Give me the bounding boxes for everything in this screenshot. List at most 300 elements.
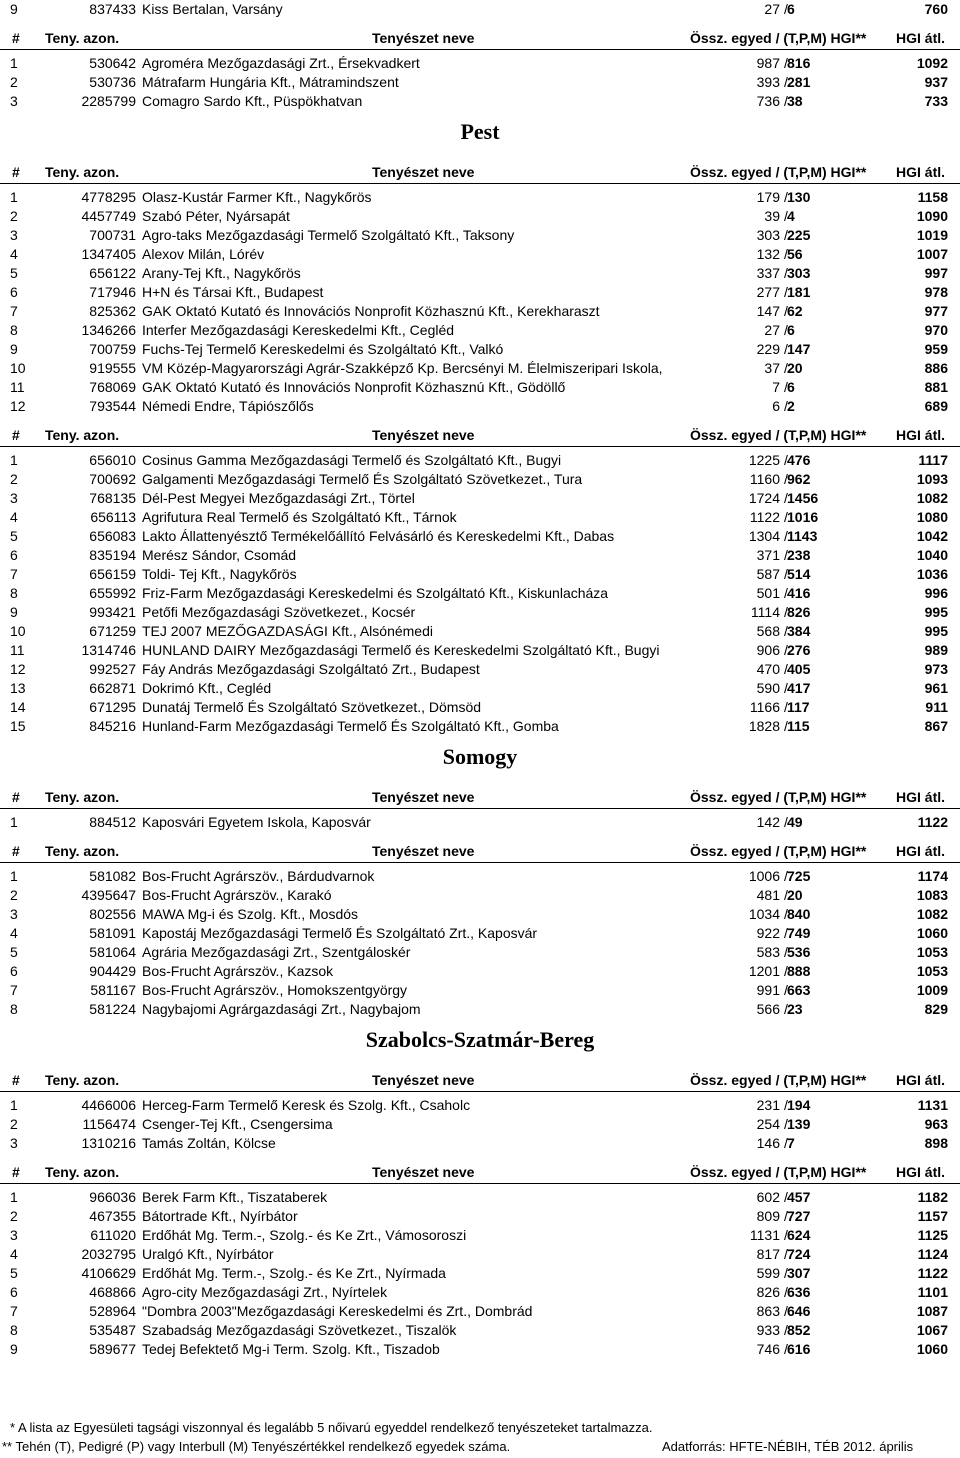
table-row [0, 302, 960, 321]
hgi-average: 760 [924, 1, 948, 17]
header-average: HGI átl. [896, 30, 946, 46]
total-animals: 1114 [750, 604, 780, 620]
herd-name: Agrifutura Real Termelő és Szolgáltató Kft., Tárnok [142, 509, 457, 525]
hgi-average: 1092 [916, 55, 948, 71]
separator: / [784, 74, 788, 90]
table-row [0, 340, 960, 359]
total-animals: 337 [756, 265, 780, 281]
separator: / [784, 623, 788, 639]
hgi-average: 911 [925, 699, 948, 715]
row-number: 4 [10, 1246, 18, 1262]
row-number: 7 [10, 303, 18, 319]
hgi-count: 1456 [787, 490, 819, 506]
separator: / [784, 887, 788, 903]
row-number: 8 [10, 322, 18, 338]
header-number: # [12, 1072, 20, 1088]
header-number: # [12, 789, 20, 805]
hgi-count: 115 [787, 718, 810, 734]
herd-name: Interfer Mezőgazdasági Kereskedelmi Kft., Cegléd [142, 322, 455, 338]
separator: / [784, 642, 788, 658]
header-herd-name: Tenyészet neve [372, 164, 475, 180]
header-animals: Össz. egyed / (T,P,M) HGI** [690, 164, 867, 180]
separator: / [784, 490, 788, 506]
hgi-average: 1182 [917, 1189, 948, 1205]
table-row [0, 943, 960, 962]
table-row [0, 226, 960, 245]
separator: / [784, 585, 788, 601]
row-number: 6 [10, 284, 18, 300]
herd-name: Kiss Bertalan, Varsány [142, 1, 283, 17]
total-animals: 501 [756, 585, 780, 601]
herd-id: 793544 [89, 398, 136, 414]
hgi-average: 1009 [916, 982, 948, 998]
herd-name: Bos-Frucht Agrárszöv., Kazsok [142, 963, 334, 979]
total-animals: 179 [756, 189, 780, 205]
hgi-count: 130 [787, 189, 811, 205]
header-herd-name: Tenyészet neve [372, 427, 475, 443]
herd-name: Tedej Befektető Mg-i Term. Szolg. Kft., Tiszadob [142, 1341, 440, 1357]
table-row [0, 283, 960, 302]
row-number: 11 [10, 642, 25, 658]
row-number: 4 [10, 925, 18, 941]
header-herd-name: Tenyészet neve [372, 789, 475, 805]
separator: / [784, 1284, 788, 1300]
row-number: 9 [10, 1341, 18, 1357]
table-header [0, 1161, 960, 1184]
herd-name: GAK Oktató Kutató és Innovációs Nonprofit Közhasznú Kft., Kerekharaszt [142, 303, 600, 319]
herd-name: MAWA Mg-i és Szolg. Kft., Mosdós [142, 906, 359, 922]
header-animals: Össz. egyed / (T,P,M) HGI** [690, 30, 867, 46]
row-number: 3 [10, 1227, 18, 1243]
row-number: 5 [10, 528, 18, 544]
separator: / [784, 1265, 788, 1281]
hgi-average: 689 [924, 398, 948, 414]
separator: / [784, 944, 788, 960]
hgi-average: 937 [924, 74, 948, 90]
table-row [0, 1302, 960, 1321]
separator: / [784, 208, 788, 224]
table-header [0, 161, 960, 184]
herd-id: 1347405 [81, 246, 136, 262]
row-number: 2 [10, 471, 18, 487]
total-animals: 132 [756, 246, 780, 262]
row-number: 6 [10, 547, 18, 563]
separator: / [784, 661, 788, 677]
hgi-count: 646 [787, 1303, 811, 1319]
row-number: 15 [10, 718, 26, 734]
hgi-average: 1082 [916, 490, 948, 506]
hgi-average: 1083 [916, 887, 948, 903]
hgi-count: 816 [787, 55, 811, 71]
total-animals: 371 [756, 547, 780, 563]
header-herd-id: Teny. azon. [45, 1072, 120, 1088]
separator: / [784, 1, 788, 17]
hgi-average: 898 [924, 1135, 948, 1151]
table-row [0, 1340, 960, 1359]
total-animals: 254 [756, 1116, 780, 1132]
herd-id: 768135 [89, 490, 136, 506]
row-number: 13 [10, 680, 26, 696]
separator: / [784, 379, 788, 395]
herd-id: 825362 [89, 303, 136, 319]
hgi-average: 1158 [917, 189, 948, 205]
total-animals: 906 [756, 642, 780, 658]
separator: / [784, 566, 788, 582]
total-animals: 1122 [749, 509, 780, 525]
row-number: 8 [10, 1322, 18, 1338]
herd-name: Cosinus Gamma Mezőgazdasági Termelő és Szolgáltató Kft., Bugyi [142, 452, 562, 468]
separator: / [784, 93, 788, 109]
total-animals: 809 [756, 1208, 780, 1224]
herd-id: 467355 [89, 1208, 136, 1224]
separator: / [784, 303, 788, 319]
row-number: 2 [10, 887, 18, 903]
total-animals: 277 [756, 284, 780, 300]
herd-id: 4457749 [81, 208, 136, 224]
row-number: 10 [10, 360, 26, 376]
hgi-average: 961 [924, 680, 948, 696]
total-animals: 587 [756, 566, 780, 582]
hgi-count: 826 [787, 604, 811, 620]
separator: / [784, 868, 788, 884]
herd-name: Dokrimó Kft., Cegléd [142, 680, 272, 696]
herd-name: Galgamenti Mezőgazdasági Termelő És Szolgáltató Szövetkezet., Tura [142, 471, 583, 487]
separator: / [784, 1135, 788, 1151]
row-number: 6 [10, 1284, 18, 1300]
herd-id: 581224 [89, 1001, 136, 1017]
hgi-count: 840 [787, 906, 811, 922]
herd-id: 581082 [89, 868, 136, 884]
total-animals: 6 [772, 398, 780, 414]
herd-id: 717946 [89, 284, 136, 300]
total-animals: 27 [764, 322, 780, 338]
table-header [0, 840, 960, 863]
table-row [0, 1134, 960, 1153]
herd-id: 656113 [90, 509, 136, 525]
herd-id: 656010 [89, 452, 136, 468]
herd-id: 700759 [89, 341, 136, 357]
total-animals: 590 [756, 680, 780, 696]
separator: / [784, 925, 788, 941]
herd-name: Toldi- Tej Kft., Nagykőrös [142, 566, 297, 582]
separator: / [784, 1097, 788, 1113]
table-row [0, 0, 960, 19]
separator: / [784, 1246, 788, 1262]
herd-id: 4395647 [81, 887, 136, 903]
hgi-count: 616 [787, 1341, 811, 1357]
table-row [0, 527, 960, 546]
header-herd-id: Teny. azon. [45, 1164, 120, 1180]
hgi-average: 1090 [916, 208, 948, 224]
hgi-count: 1143 [787, 528, 818, 544]
hgi-count: 2 [787, 398, 795, 414]
herd-id: 535487 [89, 1322, 136, 1338]
herd-name: Mátrafarm Hungária Kft., Mátramindszent [142, 74, 399, 90]
hgi-average: 1122 [917, 1265, 948, 1281]
header-herd-id: Teny. azon. [45, 843, 120, 859]
separator: / [784, 360, 788, 376]
table-header [0, 786, 960, 809]
table-row [0, 660, 960, 679]
hgi-count: 536 [787, 944, 811, 960]
table-row [0, 359, 960, 378]
table-row [0, 905, 960, 924]
herd-name: Kapostáj Mezőgazdasági Termelő És Szolgáltató Zrt., Kaposvár [142, 925, 538, 941]
hgi-count: 20 [787, 887, 803, 903]
hgi-average: 1082 [916, 906, 948, 922]
total-animals: 481 [756, 887, 780, 903]
hgi-average: 989 [924, 642, 948, 658]
total-animals: 1304 [748, 528, 780, 544]
table-row [0, 622, 960, 641]
total-animals: 991 [756, 982, 780, 998]
herd-id: 662871 [89, 680, 136, 696]
herd-name: Uralgó Kft., Nyírbátor [142, 1246, 274, 1262]
separator: / [784, 227, 788, 243]
total-animals: 922 [756, 925, 780, 941]
hgi-average: 1060 [916, 925, 948, 941]
hgi-average: 1019 [916, 227, 948, 243]
herd-id: 837433 [89, 1, 136, 17]
hgi-average: 1131 [917, 1097, 948, 1113]
header-herd-name: Tenyészet neve [372, 1164, 475, 1180]
hgi-average: 977 [924, 303, 948, 319]
row-number: 3 [10, 1135, 18, 1151]
header-animals: Össz. egyed / (T,P,M) HGI** [690, 427, 867, 443]
separator: / [784, 55, 788, 71]
total-animals: 37 [764, 360, 780, 376]
separator: / [784, 699, 788, 715]
separator: / [784, 814, 788, 830]
header-number: # [12, 30, 20, 46]
hgi-count: 1016 [787, 509, 819, 525]
table-row [0, 92, 960, 111]
separator: / [784, 547, 788, 563]
table-header [0, 27, 960, 50]
herd-id: 768069 [89, 379, 136, 395]
herd-name: TEJ 2007 MEZŐGAZDASÁGI Kft., Alsónémedi [142, 623, 433, 639]
herd-id: 700731 [89, 227, 136, 243]
table-row [0, 1226, 960, 1245]
separator: / [784, 398, 788, 414]
table-header [0, 424, 960, 447]
herd-name: Agroméra Mezőgazdasági Zrt., Érsekvadkert [142, 55, 420, 71]
header-average: HGI átl. [896, 1164, 946, 1180]
herd-id: 1156474 [82, 1116, 136, 1132]
total-animals: 599 [756, 1265, 780, 1281]
herd-id: 904429 [89, 963, 136, 979]
herd-name: HUNLAND DAIRY Mezőgazdasági Termelő és Kereskedelmi Szolgáltató Kft., Bugyi [142, 642, 660, 658]
separator: / [784, 1303, 788, 1319]
hgi-average: 829 [924, 1001, 948, 1017]
separator: / [784, 1116, 788, 1132]
herd-name: Agro-taks Mezőgazdasági Termelő Szolgáltató Kft., Taksony [142, 227, 515, 243]
region-title: Pest [460, 119, 500, 144]
herd-id: 845216 [89, 718, 136, 734]
herd-name: Kaposvári Egyetem Iskola, Kaposvár [142, 814, 371, 830]
herd-name: Bos-Frucht Agrárszöv., Karakó [142, 887, 332, 903]
herd-id: 1310216 [81, 1135, 136, 1151]
herd-name: Olasz-Kustár Farmer Kft., Nagykőrös [142, 189, 372, 205]
row-number: 3 [10, 490, 18, 506]
table-row [0, 1283, 960, 1302]
row-number: 11 [10, 379, 25, 395]
hgi-average: 1157 [917, 1208, 948, 1224]
table-row [0, 508, 960, 527]
table-row [0, 679, 960, 698]
row-number: 7 [10, 566, 18, 582]
separator: / [784, 528, 788, 544]
herd-id: 530736 [89, 74, 136, 90]
table-row [0, 962, 960, 981]
row-number: 9 [10, 604, 18, 620]
row-number: 9 [10, 1, 18, 17]
hgi-average: 995 [924, 623, 948, 639]
hgi-count: 6 [787, 322, 795, 338]
hgi-count: 416 [787, 585, 811, 601]
total-animals: 1034 [748, 906, 780, 922]
table-row [0, 1207, 960, 1226]
separator: / [784, 1227, 788, 1243]
header-herd-id: Teny. azon. [45, 164, 120, 180]
table-row [0, 378, 960, 397]
hgi-count: 7 [787, 1135, 795, 1151]
herd-name: Bátortrade Kft., Nyírbátor [142, 1208, 298, 1224]
hgi-average: 1053 [916, 963, 948, 979]
herd-name: Némedi Endre, Tápiószőlős [142, 398, 314, 414]
table-row [0, 565, 960, 584]
herd-name: Fuchs-Tej Termelő Kereskedelmi és Szolgáltató Kft., Valkó [142, 341, 504, 357]
herd-name: Arany-Tej Kft., Nagykőrös [142, 265, 301, 281]
herd-id: 992527 [89, 661, 136, 677]
hgi-average: 1093 [916, 471, 948, 487]
hgi-average: 1080 [916, 509, 948, 525]
row-number: 7 [10, 982, 18, 998]
hgi-average: 1007 [916, 246, 948, 262]
row-number: 3 [10, 227, 18, 243]
herd-id: 528964 [89, 1303, 136, 1319]
herd-id: 655992 [89, 585, 136, 601]
header-average: HGI átl. [896, 164, 946, 180]
herd-id: 581167 [90, 982, 136, 998]
herd-name: Szabadság Mezőgazdasági Szövetkezet., Tiszalök [142, 1322, 457, 1338]
table-row [0, 1115, 960, 1134]
separator: / [784, 1001, 788, 1017]
hgi-average: 996 [924, 585, 948, 601]
hgi-average: 1087 [916, 1303, 948, 1319]
total-animals: 566 [756, 1001, 780, 1017]
herd-id: 468866 [89, 1284, 136, 1300]
table-row [0, 717, 960, 736]
total-animals: 393 [756, 74, 780, 90]
hgi-average: 1101 [917, 1284, 948, 1300]
table-row [0, 886, 960, 905]
header-herd-name: Tenyészet neve [372, 1072, 475, 1088]
header-average: HGI átl. [896, 789, 946, 805]
row-number: 2 [10, 1116, 18, 1132]
hgi-count: 405 [787, 661, 811, 677]
row-number: 2 [10, 208, 18, 224]
herd-name: GAK Oktató Kutató és Innovációs Nonprofit Közhasznú Kft., Gödöllő [142, 379, 566, 395]
herd-id: 611020 [90, 1227, 136, 1243]
herd-id: 835194 [89, 547, 136, 563]
row-number: 2 [10, 1208, 18, 1224]
table-row [0, 546, 960, 565]
row-number: 1 [10, 452, 18, 468]
herd-name: Tamás Zoltán, Kölcse [142, 1135, 276, 1151]
total-animals: 987 [756, 55, 780, 71]
hgi-average: 970 [924, 322, 948, 338]
row-number: 4 [10, 246, 18, 262]
herd-name: Agro-city Mezőgazdasági Zrt., Nyírtelek [142, 1284, 388, 1300]
table-row [0, 698, 960, 717]
header-average: HGI átl. [896, 843, 946, 859]
row-number: 5 [10, 265, 18, 281]
hgi-average: 867 [924, 718, 948, 734]
table-row [0, 54, 960, 73]
hgi-average: 881 [924, 379, 948, 395]
herd-name: Bos-Frucht Agrárszöv., Bárdudvarnok [142, 868, 375, 884]
herd-id: 671259 [89, 623, 136, 639]
herd-id: 4466006 [81, 1097, 136, 1113]
herd-name: Herceg-Farm Termelő Keresk és Szolg. Kft., Csaholc [142, 1097, 471, 1113]
hgi-average: 1053 [916, 944, 948, 960]
separator: / [784, 718, 788, 734]
herd-name: Petőfi Mezőgazdasági Szövetkezet., Kocsér [142, 604, 416, 620]
separator: / [784, 341, 788, 357]
row-number: 7 [10, 1303, 18, 1319]
header-number: # [12, 1164, 20, 1180]
region-title: Szabolcs-Szatmár-Bereg [365, 1027, 595, 1052]
table-row [0, 470, 960, 489]
region-title: Somogy [442, 744, 518, 769]
row-number: 1 [10, 1097, 18, 1113]
herd-name: H+N és Társai Kft., Budapest [142, 284, 324, 300]
separator: / [784, 1189, 788, 1205]
herd-id: 581091 [89, 925, 136, 941]
table-row [0, 1245, 960, 1264]
header-herd-name: Tenyészet neve [372, 30, 475, 46]
header-herd-id: Teny. azon. [45, 789, 120, 805]
total-animals: 146 [756, 1135, 780, 1151]
herd-name: Erdőhát Mg. Term.-, Szolg.- és Ke Zrt., Nyírmada [142, 1265, 446, 1281]
total-animals: 826 [756, 1284, 780, 1300]
hgi-count: 23 [787, 1001, 803, 1017]
hgi-count: 194 [787, 1097, 811, 1113]
header-herd-name: Tenyészet neve [372, 843, 475, 859]
herd-id: 656159 [89, 566, 136, 582]
herd-name: "Dombra 2003"Mezőgazdasági Kereskedelmi és Zrt., Dombrád [142, 1303, 533, 1319]
table-row [0, 924, 960, 943]
total-animals: 1160 [749, 471, 780, 487]
herd-name: Csenger-Tej Kft., Csengersima [142, 1116, 333, 1132]
row-number: 1 [10, 868, 18, 884]
header-animals: Össz. egyed / (T,P,M) HGI** [690, 789, 867, 805]
hgi-average: 1124 [917, 1246, 948, 1262]
total-animals: 142 [756, 814, 780, 830]
hgi-count: 962 [787, 471, 811, 487]
table-row [0, 451, 960, 470]
hgi-average: 1117 [918, 452, 948, 468]
header-animals: Össz. egyed / (T,P,M) HGI** [690, 1072, 867, 1088]
table-header [0, 1069, 960, 1092]
hgi-count: 56 [787, 246, 803, 262]
row-number: 4 [10, 509, 18, 525]
herd-id: 671295 [89, 699, 136, 715]
total-animals: 303 [756, 227, 780, 243]
table-row [0, 1096, 960, 1115]
herd-id: 656122 [89, 265, 136, 281]
